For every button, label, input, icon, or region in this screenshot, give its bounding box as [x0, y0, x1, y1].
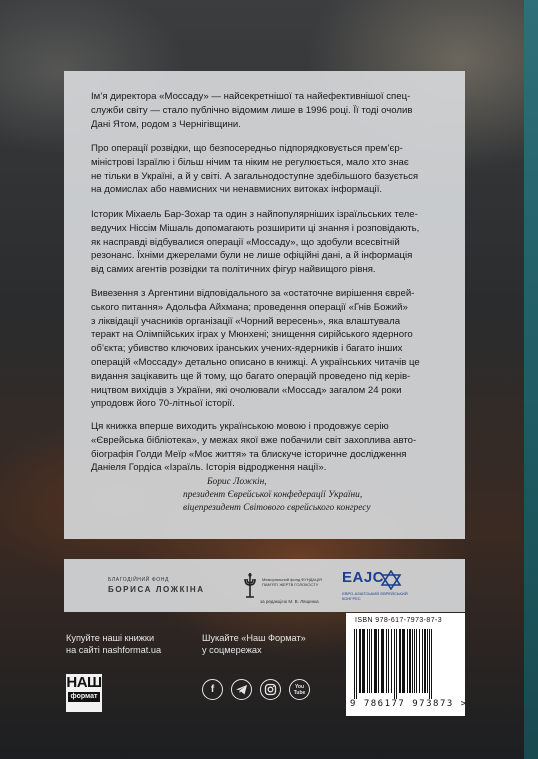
isbn-barcode: [346, 613, 468, 716]
menorah-rider-icon: [242, 571, 258, 599]
barcode-bars: [352, 629, 459, 699]
partner-logos-panel: [64, 559, 465, 612]
book-spine-edge: [524, 0, 538, 759]
signature-title-1: президент Єврейської конфедерації України,: [183, 490, 363, 500]
paragraph-3: Історик Міхаель Бар-Зохар та один з найпопулярніших ізраїльських теле- ведучих Ніссім Мішаль допомагають розширити ці знання і розповідають, як насправді відбувалися операції «Моссаду», що здобули всесвітній резонанс. Їхніми джерелами були не лише офіційні дані, а й інформація від самих агентів розвідки та політичних фігур найвищого рівня.: [91, 209, 420, 276]
signature-name: Борис Ложкін,: [207, 477, 267, 487]
barcode-digits: 9 786177 973873 >: [350, 699, 468, 709]
star-of-david-icon: [380, 570, 402, 590]
website-link[interactable]: на сайті nashformat.ua: [66, 645, 162, 655]
youtube-icon[interactable]: You Tube: [289, 679, 310, 700]
instagram-icon[interactable]: [260, 679, 281, 700]
buy-books-text: Купуйте наші книжки на сайті nashformat.ua: [66, 633, 162, 655]
signature-title-2: віцепрезидент Світового єврейського конгресу: [183, 503, 371, 513]
eajc-logo: EAJC ЄВРО-АЗІАТСЬКИЙ ЄВРЕЙСЬКИЙ КОНГРЕС: [342, 569, 408, 601]
lozhkin-fund-logo: БЛАГОДІЙНИЙ ФОНД БОРИСА ЛОЖКІНА: [108, 577, 205, 594]
paragraph-5: Ця книжка вперше виходить українською мовою і продовжує серію «Єврейська бібліотека», у межах якої вже побачили світ захоплива авто- біографія Голди Меїр «Моє життя» та блискуче історичне дослідження Даніеля Гордіса «Ізраїль. Історія відродження нації».: [91, 421, 417, 474]
annotation-panel: [64, 71, 465, 539]
signature-block: [183, 476, 443, 515]
publisher-logo: НАШ формат: [66, 674, 102, 712]
telegram-icon[interactable]: [231, 679, 252, 700]
paragraph-2: Про операції розвідки, що безпосередньо підпорядковується прем’єр- міністрові Ізраїлю і більш нічим та ніким не регулюється, мало хто знає не тільки в Україні, а й у світі. А загальнодоступне здебільшого базується на домислах або навмисних чи ненавмисних витоках інформації.: [91, 143, 419, 196]
facebook-icon[interactable]: f: [202, 679, 223, 700]
paragraph-4: Вивезення з Аргентини відповідального за «остаточне вирішення єврей- ського питання» Адольфа Айхмана; проведення операції «Гнів Божий» з ліквідації учасників організації «Чорний вересень», яка влаштувала теракт на Олімпійських іграх у Мюнхені; знищення сирійського ядерного об’єкта; убивство ключових іранських учених-ядерників і багато інших операцій «Моссаду» детально описано в книжці. А українських читачів це видання зацікавить ще й тому, що багато операцій проведено під керів- ництвом вихідців з України, які очолювали «Моссад» загалом 24 роки упродовж його 70-літньої історії.: [91, 288, 420, 410]
memorial-fund-logo: Меморіальний фонд ФУНДАЦІЯ ПАМ’ЯТІ ЖЕРТВ ГОЛОКОСТУ за редакцією М. В. Лященка: [242, 569, 337, 605]
isbn-text: ISBN 978-617-7973-87-3: [355, 617, 443, 624]
paragraph-1: Ім’я директора «Моссаду» — найсекретнішої та найефективнішої спец- служби світу — стало публічно відомим лише в 1996 році. Її тоді очолив Дані Ятом, родом з Чернігівщини.: [91, 91, 413, 130]
social-prompt-text: Шукайте «Наш Формат» у соцмережах: [202, 633, 306, 655]
